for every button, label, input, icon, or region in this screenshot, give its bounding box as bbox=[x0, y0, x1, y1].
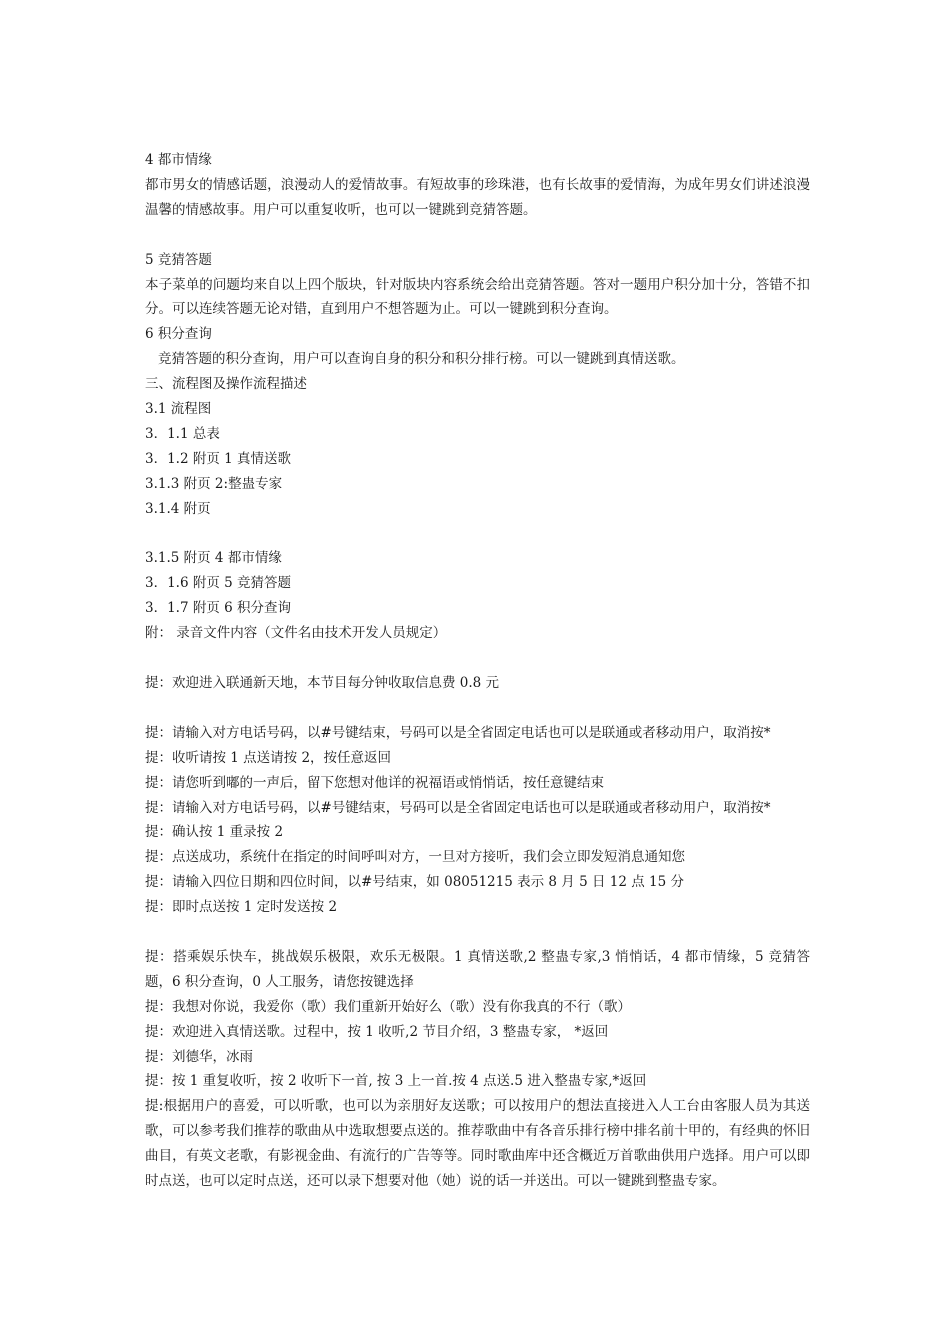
prompt-line: 提：请您听到嘟的一声后，留下您想对他详的祝福语或悄悄话，按任意键结束 bbox=[145, 774, 604, 791]
prompt-line: 提：收听请按 1 点送请按 2，按任意返回 bbox=[145, 749, 392, 766]
prompt-line: 提：请输入对方电话号码，以#号键结束，号码可以是全省固定电话也可以是联通或者移动用户，取消按* bbox=[145, 724, 771, 741]
prompt-line: 提：即时点送按 1 定时发送按 2 bbox=[145, 899, 338, 916]
prompt-line: 提：刘德华，冰雨 bbox=[145, 1048, 253, 1065]
prompt-line: 提：请输入四位日期和四位时间，以#号结束，如 08051215 表示 8 月 5 日 12 点 15 分 bbox=[145, 874, 684, 891]
prompt-line: 提：欢迎进入联通新天地，本节目每分钟收取信息费 0.8 元 bbox=[145, 674, 500, 691]
flow-item: 3.1.4 附页 bbox=[145, 500, 211, 517]
flow-item: 3.1.3 附页 2:整蛊专家 bbox=[145, 475, 283, 492]
flow-item: 3．1.6 附页 5 竞猜答题 bbox=[145, 575, 292, 592]
prompt-line: 提：点送成功，系统什在指定的时间呼叫对方，一旦对方接听，我们会立即发短消息通知您 bbox=[145, 849, 685, 866]
flow-item: 3．1.2 附页 1 真情送歌 bbox=[145, 450, 292, 467]
spacer bbox=[145, 646, 810, 671]
appendix-title: 附： 录音文件内容（文件名由技术开发人员规定） bbox=[145, 625, 447, 642]
spacer bbox=[145, 920, 810, 945]
prompt-line: 提：欢迎进入真情送歌。过程中，按 1 收听,2 节目介绍，3 整蛊专家， *返回 bbox=[145, 1023, 609, 1040]
section-6-heading: 6 积分查询 bbox=[145, 326, 212, 343]
spacer bbox=[145, 522, 810, 547]
prompt-menu: 提：搭乘娱乐快车，挑战娱乐极限，欢乐无极限。1 真情送歌,2 整蛊专家,3 悄悄话，4 都市情缘，5 竞猜答题，6 积分查询，0 人工服务，请您按键选择 bbox=[145, 948, 810, 990]
flow-item: 3.1 流程图 bbox=[145, 401, 212, 418]
section-5-heading: 5 竞猜答题 bbox=[145, 251, 212, 268]
document-page bbox=[145, 148, 810, 1194]
flow-item: 3．1.1 总表 bbox=[145, 425, 220, 442]
spacer bbox=[145, 223, 810, 248]
prompt-line: 提：请输入对方电话号码，以#号键结束，号码可以是全省固定电话也可以是联通或者移动用户，取消按* bbox=[145, 799, 771, 816]
prompt-line: 提：我想对你说，我爱你（歌）我们重新开始好么（歌）没有你我真的不行（歌） bbox=[145, 998, 631, 1015]
prompt-line: 提：确认按 1 重录按 2 bbox=[145, 824, 284, 841]
spacer bbox=[145, 696, 810, 721]
flow-item: 3.1.5 附页 4 都市情缘 bbox=[145, 550, 282, 567]
prompt-final-paragraph: 提:根据用户的喜爱，可以听歌，也可以为亲朋好友送歌；可以按用户的想法直接进入人工台由客服人员为其送歌，可以参考我们推荐的歌曲从中选取想要点送的。推荐歌曲中有各音乐排行榜中排名前十甲的，有经典的怀旧曲目，有英文老歌，有影视金曲、有流行的广告等等。同时歌曲库中还含概近万首歌曲供用户选择。用户可以即时点送，也可以定时点送，还可以录下想要对他（她）说的话一并送出。可以一键跳到整蛊专家。 bbox=[145, 1098, 810, 1190]
section-3-heading: 三、流程图及操作流程描述 bbox=[145, 376, 307, 393]
flow-item: 3．1.7 附页 6 积分查询 bbox=[145, 600, 292, 617]
section-5-body: 本子菜单的问题均来自以上四个版块，针对版块内容系统会给出竞猜答题。答对一题用户积分加十分，答错不扣分。可以连续答题无论对错，直到用户不想答题为止。可以一键跳到积分查询。 bbox=[145, 276, 810, 318]
prompt-line: 提：按 1 重复收听，按 2 收听下一首, 按 3 上一首.按 4 点送.5 进入整蛊专家,*返回 bbox=[145, 1073, 647, 1090]
section-6-body: 竞猜答题的积分查询，用户可以查询自身的积分和积分排行榜。可以一键跳到真情送歌。 bbox=[158, 351, 685, 368]
section-4-heading: 4 都市情缘 bbox=[145, 152, 212, 168]
section-4-body: 都市男女的情感话题，浪漫动人的爱情故事。有短故事的珍珠港，也有长故事的爱情海，为成年男女们讲述浪漫温馨的情感故事。用户可以重复收听，也可以一键跳到竞猜答题。 bbox=[145, 176, 810, 218]
